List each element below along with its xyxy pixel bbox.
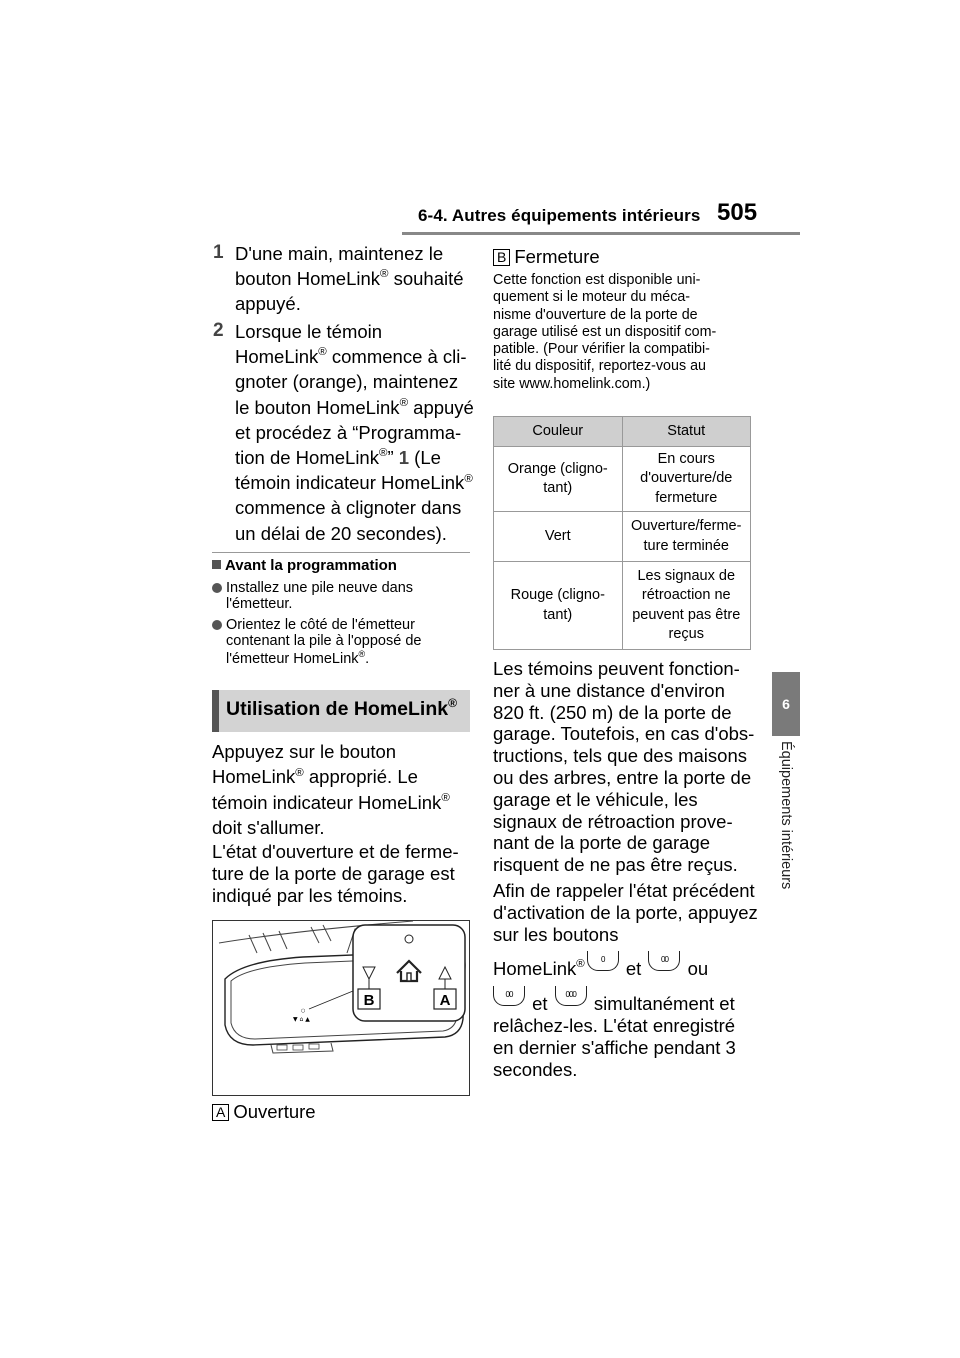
section-title-accent [212,690,219,732]
homelink-button-3-icon: 000 [555,986,587,1006]
status-table [493,416,751,650]
section-title: Utilisation de HomeLink® [226,695,458,720]
note-bullet-2: Orientez le côté de l'émetteur contenant la pile à l'opposé de l'émetteur HomeLink®. [212,618,470,668]
label-box-b: B [493,249,510,266]
step-1-text: D'une main, maintenez le bouton HomeLink® souhaité appuyé. [235,243,464,314]
homelink-button-2-icon: 00 [648,951,680,971]
mirror-drawing [213,921,469,1095]
svg-text:○: ○ [301,1008,306,1014]
step-number-2: 2 [213,320,224,341]
usage-paragraph-2: L'état d'ouverture et de ferme- ture de la porte de garage est indiqué par les témoins. [212,841,459,906]
label-box-a: A [212,1104,229,1121]
table-cell: Vert [494,512,623,562]
table-cell: Rouge (cligno- tant) [494,562,623,650]
compatibility-note: Cette fonction est disponible uni- quement si le moteur du méca- nisme d'ouverture de la porte de garage utilisé est un dispositif com- patible. (Pour vérifier la compatibi- lité du dispositif, reportez-vous au site www.homelink.com.) [493,272,717,392]
note-rule [212,552,470,553]
square-bullet-icon [212,560,221,569]
recall-paragraph: Afin de rappeler l'état précédent d'activation de la porte, appuyez sur les boutons HomeLink® 0 et 00 ou 00 et 000 simultanément et relâchez-les. L'état enregistré en dernier s'affiche pendant 3 secondes. [493,880,758,1081]
caption-a: A Ouverture [212,1101,316,1123]
circle-bullet-icon [212,620,222,630]
table-header-couleur: Couleur [494,417,623,447]
header-rule [402,232,800,235]
usage-paragraph-1: Appuyez sur le bouton HomeLink® approprié. Le témoin indicateur HomeLink® doit s'allumer. [212,741,450,839]
range-paragraph: Les témoins peuvent fonction- ner à une distance d'environ 820 ft. (250 m) de la porte de garage. Toutefois, en cas d'obs- tructions, tels que des maisons ou des arbres, entre la porte de garage et le véhicule, les signaux de rétroaction prove- nant de la porte de garage risquent de ne pas être reçus. [493,658,755,876]
caption-b: B Fermeture [493,246,600,268]
mirror-illustration [212,920,470,1096]
note-heading: Avant la programmation [212,557,397,574]
table-cell: Orange (cligno- tant) [494,447,623,512]
svg-text:▼ ⌂ ▲: ▼ ⌂ ▲ [293,1016,310,1023]
table-row [494,562,751,650]
circle-bullet-icon [212,583,222,593]
chapter-label [772,741,800,981]
step-2-text: Lorsque le témoin HomeLink® commence à cli- gnoter (orange), maintenez le bouton HomeLink® appuyé et procédez à “Programma- tion de HomeLink®” 1 (Le témoin indicateur HomeLink® commence à clignoter dans un délai de 20 secondes). [235,321,474,544]
page-number: 505 [717,199,758,226]
step-number-1: 1 [213,242,224,263]
homelink-button-1-icon: 0 [587,951,619,971]
table-header-row [494,417,751,447]
table-header-statut: Statut [622,417,751,447]
figure-label-b: B [363,992,375,1009]
table-cell: Ouverture/ferme- ture terminée [622,512,751,562]
figure-label-a: A [439,992,451,1009]
running-header: 6-4. Autres équipements intérieurs [418,206,701,225]
table-row [494,447,751,512]
chapter-label-text: Équipements intérieurs [778,741,794,890]
homelink-button-2-icon: 00 [493,986,525,1006]
note-bullet-1: Installez une pile neuve dans l'émetteur. [212,581,470,612]
table-row [494,512,751,562]
table-cell: En cours d'ouverture/de fermeture [622,447,751,512]
table-cell: Les signaux de rétroaction ne peuvent pas être reçus [622,562,751,650]
chapter-number: 6 [782,696,790,712]
